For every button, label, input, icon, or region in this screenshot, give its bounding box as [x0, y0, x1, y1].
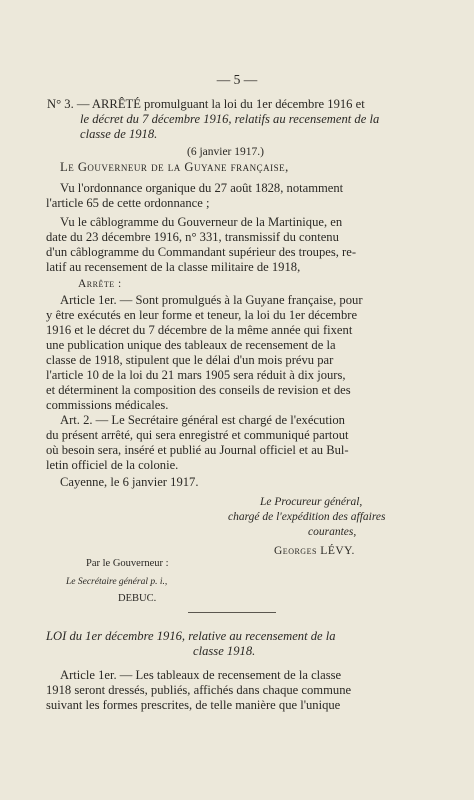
arrete-label: Arrête :: [78, 278, 122, 290]
decree-article-2-line-4: letin officiel de la colonie.: [46, 458, 179, 472]
visa-2-line-1: Vu le câblogramme du Gouverneur de la Martinique, en: [60, 215, 343, 229]
decree-issuer: Le Gouverneur de la Guyane française,: [60, 160, 289, 174]
visa-2-line-4: latif au recensement de la classe militaire de 1918,: [46, 260, 301, 274]
law-article-1-line-2: 1918 seront dressés, publiés, affichés dans chaque commune: [46, 683, 352, 697]
decree-article-1-line-7: et déterminent la composition des conseils de revision et des: [46, 383, 351, 397]
decree-article-1-line-6: l'article 10 de la loi du 21 mars 1905 sera réduit à dix jours,: [46, 368, 346, 382]
decree-article-2-line-3: où besoin sera, inséré et publié au Journal officiel et au Bul-: [46, 443, 349, 457]
law-article-1-line-3: suivant les formes prescrites, de telle manière que l'unique: [46, 698, 341, 712]
visa-1-line-2: l'article 65 de cette ordonnance ;: [46, 196, 210, 210]
decree-heading-line-3: classe de 1918.: [80, 127, 158, 141]
signer-right: Georges LÉVY.: [274, 545, 355, 557]
decree-article-1-line-4: une publication unique des tableaux de recensement de la: [46, 338, 336, 352]
law-article-1-line-1: Article 1er. — Les tableaux de recensement de la classe: [60, 668, 342, 682]
visa-2-line-2: date du 23 décembre 1916, n° 331, transmissif du contenu: [46, 230, 339, 244]
signature-left-line-2: Le Secrétaire général p. i.,: [66, 577, 168, 587]
place-date: Cayenne, le 6 janvier 1917.: [60, 475, 199, 489]
signature-right-line-1: Le Procureur général,: [260, 496, 363, 508]
decree-heading-line-1: N° 3. — ARRÊTÉ promulguant la loi du 1er décembre 1916 et: [47, 97, 365, 111]
page-number: — 5 —: [216, 72, 258, 87]
decree-heading-line-2: le décret du 7 décembre 1916, relatifs au recensement de la: [80, 112, 380, 126]
decree-article-2-line-2: du présent arrêté, qui sera enregistré et communiqué partout: [46, 428, 349, 442]
section-divider: [188, 612, 276, 613]
signer-left: DEBUC.: [118, 593, 157, 604]
signature-right-line-2: chargé de l'expédition des affaires: [228, 511, 386, 523]
signature-right-line-3: courantes,: [308, 526, 357, 538]
decree-article-1-line-2: y être exécutés en leur forme et teneur, la loi du 1er décembre: [46, 308, 358, 322]
law-heading-line-2: classe 1918.: [193, 644, 256, 658]
signature-left-line-1: Par le Gouverneur :: [86, 558, 169, 569]
decree-article-1-line-1: Article 1er. — Sont promulgués à la Guyane française, pour: [60, 293, 363, 307]
law-heading-line-1: LOI du 1er décembre 1916, relative au recensement de la: [46, 629, 336, 643]
decree-article-1-line-8: commissions médicales.: [46, 398, 169, 412]
visa-2-line-3: d'un câblogramme du Commandant supérieur des troupes, re-: [46, 245, 357, 259]
decree-article-1-line-3: 1916 et le décret du 7 décembre de la même année qui fixent: [46, 323, 353, 337]
decree-article-2-line-1: Art. 2. — Le Secrétaire général est chargé de l'exécution: [60, 413, 345, 427]
decree-date: (6 janvier 1917.): [187, 146, 264, 158]
decree-article-1-line-5: classe de 1918, stipulent que le délai d'un mois prévu par: [46, 353, 334, 367]
visa-1-line-1: Vu l'ordonnance organique du 27 août 1828, notamment: [60, 181, 344, 195]
